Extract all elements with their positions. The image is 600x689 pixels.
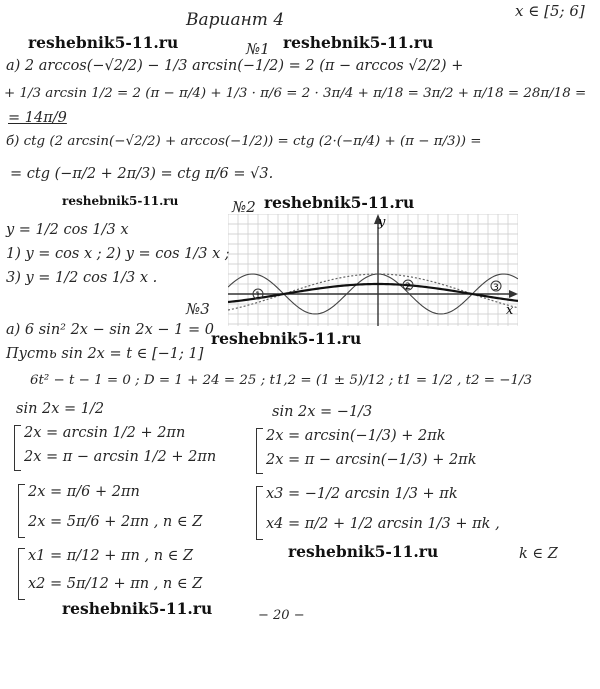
- watermark: reshebnik5-11.ru: [211, 329, 362, 348]
- left-system3-eq-b: x2 = 5π/12 + πn , n ∈ Z: [28, 576, 203, 592]
- left-system1-eq-a: 2x = arcsin 1/2 + 2πn: [24, 425, 186, 441]
- left-system2-bracket: [18, 484, 25, 538]
- task3-number: №3: [186, 300, 210, 318]
- k-in-z: k ∈ Z: [519, 546, 558, 562]
- task3-equation: а) 6 sin² 2x − sin 2x − 1 = 0: [6, 322, 214, 338]
- cosine-graph: [228, 214, 518, 326]
- page-number: − 20 −: [258, 608, 305, 623]
- right-system1-bracket: [256, 428, 263, 474]
- y-axis-label: y: [378, 215, 386, 230]
- watermark: reshebnik5-11.ru: [264, 193, 415, 212]
- right-system1-eq-a: 2x = arcsin(−1/3) + 2πk: [266, 428, 446, 444]
- task1-a-line1: а) 2 arccos(−√2/2) − 1/3 arcsin(−1/2) = 2 (π − arccos √2/2) +: [6, 58, 464, 74]
- variant-title: Вариант 4: [186, 10, 285, 30]
- task1-a-line2: + 1/3 arcsin 1/2 = 2 (π − π/4) + 1/3 · π/6 = 2 · 3π/4 + π/18 = 3π/2 + π/18 = 28π/18 =: [4, 86, 587, 101]
- right-system2-eq-a: x3 = −1/2 arcsin 1/3 + πk: [266, 486, 458, 502]
- left-system2-eq-b: 2x = 5π/6 + 2πn , n ∈ Z: [28, 514, 203, 530]
- watermark: reshebnik5-11.ru: [62, 599, 213, 618]
- task3-substitution: Пусть sin 2x = t ∈ [−1; 1]: [6, 346, 204, 362]
- curve-half-cos-x-3: [228, 284, 518, 302]
- watermark: reshebnik5-11.ru: [28, 33, 179, 52]
- task2-step1: 1) y = cos x ; 2) y = cos 1/3 x ;: [6, 246, 230, 262]
- x-axis-label: x: [506, 303, 514, 318]
- task1-a-answer: = 14π/9: [8, 110, 67, 126]
- marker-1: 1: [255, 291, 261, 301]
- x-axis-arrow: [509, 290, 518, 298]
- left-system2-eq-a: 2x = π/6 + 2πn: [28, 484, 140, 500]
- task3-right-case: sin 2x = −1/3: [272, 404, 373, 420]
- task1-number: №1: [246, 40, 270, 58]
- graph-grid: [228, 214, 518, 326]
- task1-b-line1: б) ctg (2 arcsin(−√2/2) + arccos(−1/2)) = ctg (2·(−π/4) + (π − π/3)) =: [6, 134, 482, 149]
- right-system1-eq-b: 2x = π − arcsin(−1/3) + 2πk: [266, 452, 477, 468]
- watermark: reshebnik5-11.ru: [62, 194, 179, 208]
- watermark: reshebnik5-11.ru: [288, 542, 439, 561]
- task3-quadratic: 6t² − t − 1 = 0 ; D = 1 + 24 = 25 ; t1,2 = (1 ± 5)/12 ; t1 = 1/2 , t2 = −1/3: [30, 373, 533, 388]
- left-system1-bracket: [14, 425, 21, 471]
- task2-step3: 3) y = 1/2 cos 1/3 x .: [6, 270, 158, 286]
- task3-left-case: sin 2x = 1/2: [16, 401, 105, 417]
- marker-2: 2: [405, 282, 411, 292]
- right-system2-bracket: [256, 486, 263, 540]
- top-right-domain: x ∈ [5; 6]: [515, 2, 585, 20]
- task1-b-line2: = ctg (−π/2 + 2π/3) = ctg π/6 = √3.: [10, 166, 274, 182]
- task2-formula: y = 1/2 cos 1/3 x: [6, 222, 129, 238]
- right-system2-eq-b: x4 = π/2 + 1/2 arcsin 1/3 + πk ,: [266, 516, 500, 532]
- left-system3-eq-a: x1 = π/12 + πn , n ∈ Z: [28, 548, 194, 564]
- left-system1-eq-b: 2x = π − arcsin 1/2 + 2πn: [24, 449, 217, 465]
- task2-number: №2: [232, 198, 256, 216]
- marker-3: 3: [493, 283, 499, 293]
- left-system3-bracket: [18, 548, 25, 600]
- watermark: reshebnik5-11.ru: [283, 33, 434, 52]
